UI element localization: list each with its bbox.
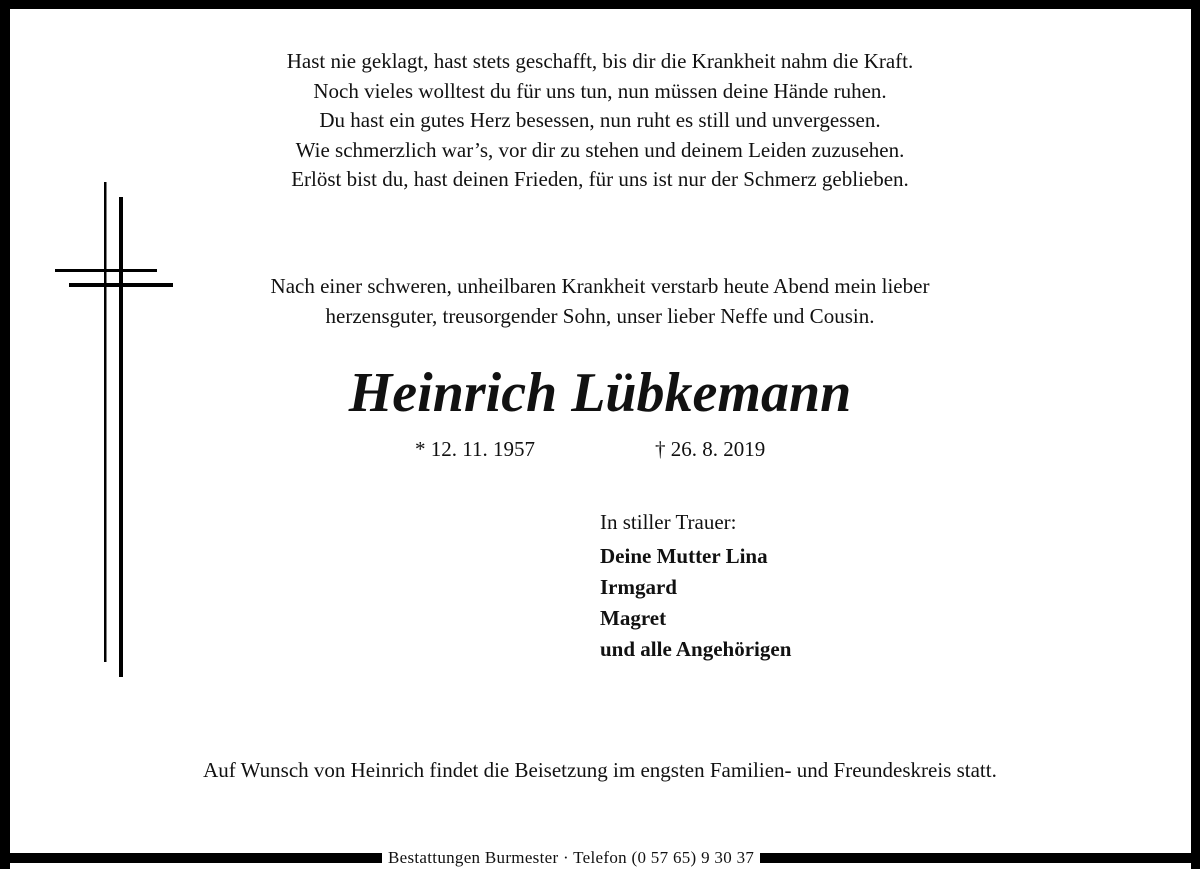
poem-line: Du hast ein gutes Herz besessen, nun ruht es still und unvergessen. [319,108,881,132]
poem-line: Noch vieles wolltest du für uns tun, nun müssen deine Hände ruhen. [313,78,887,103]
announcement-text [150,271,1050,331]
death-date: † 26. 8. 2019 [655,437,766,461]
mourner-name: und alle Angehörigen [600,637,792,661]
mourner-name: Irmgard [600,575,677,599]
announcement-line: herzensguter, treusorgender Sohn, unser lieber Neffe und Cousin. [325,304,875,328]
mourner-name: Magret [600,606,667,630]
poem-line: Hast nie geklagt, hast stets geschafft, bis dir die Krankheit nahm die Kraft. [286,49,914,73]
funeral-home-footer: Bestattungen Burmester · Telefon (0 57 65) 9 30 37 [382,846,760,870]
cross-icon [50,180,180,680]
mourner-name: Deine Mutter Lina [600,544,768,568]
announcement-line: Nach einer schweren, unheilbaren Krankheit verstarb heute Abend mein lieber [270,274,930,298]
poem-line: Wie schmerzlich war’s, vor dir zu stehen und deinem Leiden zuzusehen. [295,137,905,162]
deceased-name: Heinrich Lübkemann [348,362,852,424]
closing-note: Auf Wunsch von Heinrich findet die Beisetzung im engsten Familien- und Freundeskreis statt. [203,758,997,782]
poem-line: Erlöst bist du, hast deinen Frieden, für uns ist nur der Schmerz geblieben. [291,167,909,191]
poem [140,47,1060,195]
mourning-label: In stiller Trauer: [600,510,737,534]
birth-date: * 12. 11. 1957 [415,437,535,461]
mourners-list [600,541,791,665]
